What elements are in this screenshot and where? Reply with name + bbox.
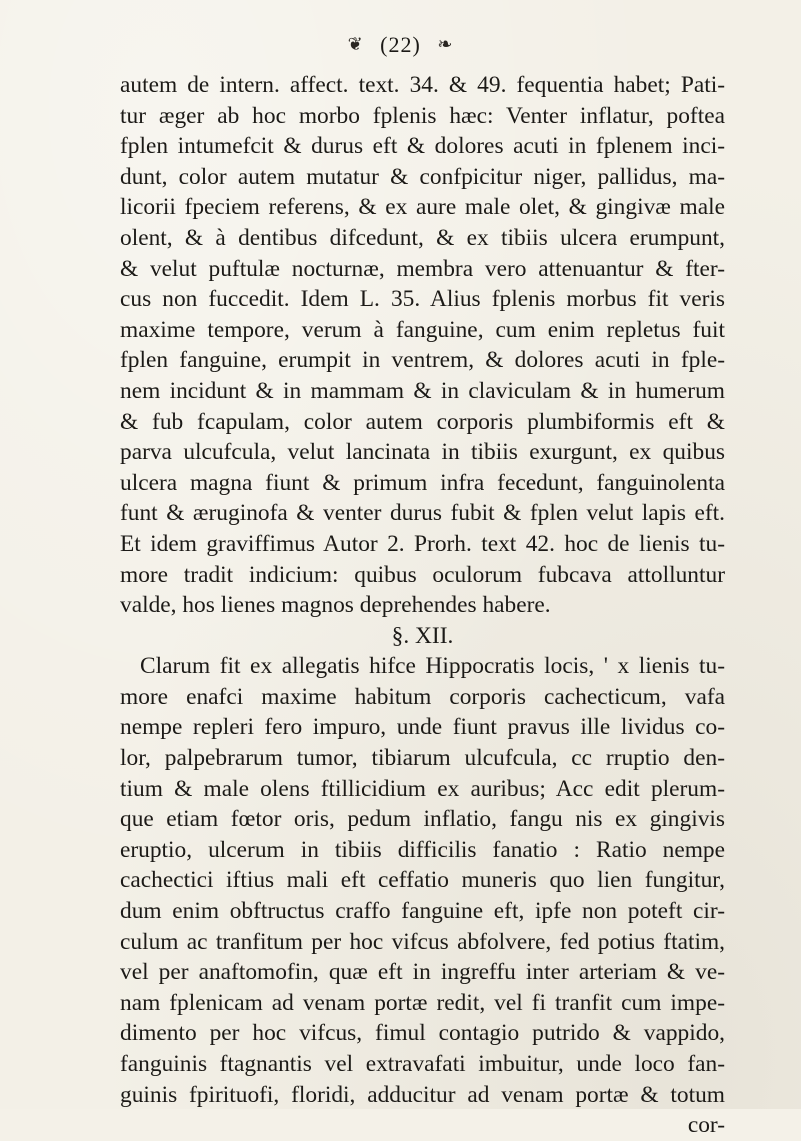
text-line: dum enim obftructus craffo fanguine eft, ipfe non poteft cir- xyxy=(120,898,725,925)
text-line: Et idem graviffimus Autor 2. Prorh. text 42. hoc de lienis tu- xyxy=(120,530,725,557)
page-header xyxy=(0,30,801,58)
ornament-left-icon: ❦ xyxy=(347,34,364,55)
text-line: parva ulcufcula, velut lancinata in tibiis exurgunt, ex quibus xyxy=(120,439,725,466)
ornament-right-icon: ❧ xyxy=(437,34,454,55)
text-line: nempe repleri fero impuro, unde fiunt pravus ille lividus co- xyxy=(120,714,725,741)
text-line: more tradit indicium: quibus oculorum fubcava attolluntur xyxy=(120,561,725,588)
text-line: nam fplenicam ad venam portæ redit, vel fi tranfit cum impe- xyxy=(120,989,725,1016)
text-line: tium & male olens ftillicidium ex auribus; Acc edit plerum- xyxy=(120,775,725,802)
text-line: culum ac tranfitum per hoc vifcus abfolvere, fed potius ftatim, xyxy=(120,928,725,955)
text-line: nem incidunt & in mammam & in claviculam & in humerum xyxy=(120,377,725,404)
text-line: dimento per hoc vifcus, fimul contagio putrido & vappido, xyxy=(120,1020,725,1047)
text-line: vel per anaftomofin, quæ eft in ingreffu inter arteriam & ve- xyxy=(120,959,725,986)
text-line: valde, hos lienes magnos deprehendes habere. xyxy=(120,592,551,619)
text-line: funt & æruginofa & venter durus fubit & fplen velut lapis eft. xyxy=(120,500,725,527)
text-line: dunt, color autem mutatur & confpicitur niger, pallidus, ma- xyxy=(120,163,725,190)
text-line: fanguinis ftagnantis vel extravafati imbuitur, unde loco fan- xyxy=(120,1051,725,1077)
text-line: licorii fpeciem referens, & ex aure male olet, & gingivæ male xyxy=(120,194,725,221)
text-line: lor, palpebrarum tumor, tibiarum ulcufcula, cc rruptio den- xyxy=(120,745,725,772)
text-line: eruptio, ulcerum in tibiis difficilis fanatio : Ratio nempe xyxy=(120,836,725,863)
text-line: & velut puftulæ nocturnæ, membra vero attenuantur & fter- xyxy=(120,255,725,282)
page-number: (22) xyxy=(380,31,421,57)
catchword: cor- xyxy=(687,1112,725,1139)
text-line: more enafci maxime habitum corporis cachecticum, vafa xyxy=(120,683,725,710)
text-line: fplen intumefcit & durus eft & dolores acuti in fplenem inci- xyxy=(120,133,725,160)
section-heading: §. XII. xyxy=(391,622,454,649)
text-line: guinis fpirituofi, floridi, adducitur ad venam portæ & totum xyxy=(120,1081,725,1108)
body-text xyxy=(120,70,725,1141)
text-line: & fub fcapulam, color autem corporis plumbiformis eft & xyxy=(120,408,725,435)
text-line: que etiam fœtor oris, pedum inflatio, fangu nis ex gingivis xyxy=(120,806,725,833)
text-line: cachectici iftius mali eft ceffatio muneris quo lien fungitur, xyxy=(120,867,725,894)
text-line: maxime tempore, verum à fanguine, cum enim repletus fuit xyxy=(120,316,725,343)
text-line: cus non fuccedit. Idem L. 35. Alius fplenis morbus fit veris xyxy=(120,286,725,313)
text-line: autem de intern. affect. text. 34. & 49. fequentia habet; Pati- xyxy=(120,72,725,98)
text-line: olent, & à dentibus difcedunt, & ex tibiis ulcera erumpunt, xyxy=(120,224,725,251)
text-line: fplen fanguine, erumpit in ventrem, & dolores acuti in fple- xyxy=(120,347,725,374)
text-line: ulcera magna fiunt & primum infra fecedunt, fanguinolenta xyxy=(120,469,725,496)
text-line: tur æger ab hoc morbo fplenis hæc: Venter inflatur, poftea xyxy=(120,102,725,129)
text-line: Clarum fit ex allegatis hifce Hippocratis locis, ' x lienis tu- xyxy=(140,653,725,680)
